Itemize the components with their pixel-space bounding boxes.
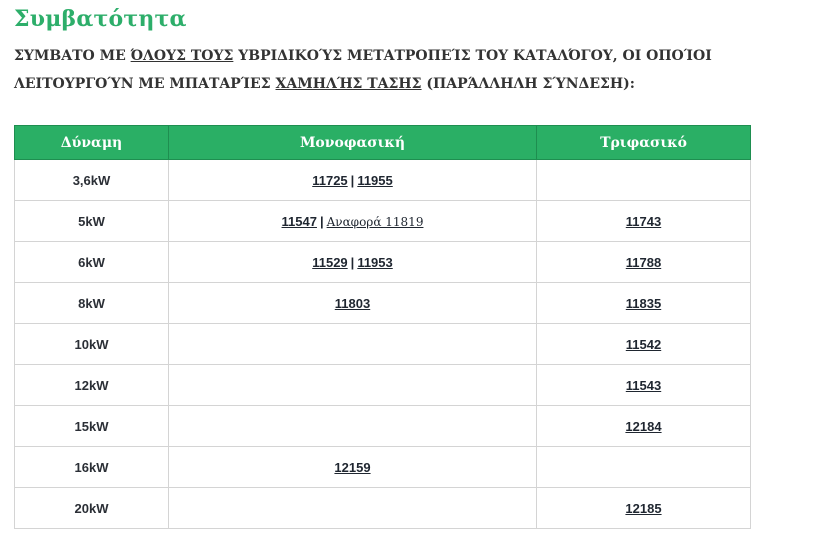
three-phase-cell — [537, 488, 751, 529]
product-link[interactable]: 11529 — [312, 254, 348, 270]
table-row — [15, 242, 751, 283]
product-link[interactable]: 11953 — [357, 254, 393, 270]
description-text: (ΠΑΡΆΛΛΗΛΗ ΣΎΝΔΕΣΗ): — [421, 76, 635, 92]
single-phase-cell — [169, 365, 537, 406]
power-cell: 6kW — [15, 242, 169, 283]
three-phase-cell — [537, 242, 751, 283]
product-link[interactable]: 11542 — [625, 336, 662, 352]
product-link[interactable]: 12185 — [625, 500, 662, 516]
table-row — [15, 365, 751, 406]
three-phase-cell — [537, 447, 751, 488]
single-phase-cell — [169, 488, 537, 529]
product-link[interactable]: 12159 — [334, 459, 371, 475]
table-header-row — [15, 126, 751, 160]
link-separator: | — [350, 254, 355, 270]
column-header-power: Δύναμη — [15, 126, 169, 160]
column-header-single-phase: Μονοφασική — [169, 126, 537, 160]
product-link[interactable]: 11788 — [625, 254, 662, 270]
product-link[interactable]: 11955 — [357, 172, 393, 188]
power-cell: 8kW — [15, 283, 169, 324]
section-title: Συμβατότητα — [14, 6, 187, 32]
compatibility-table — [14, 125, 751, 529]
single-phase-cell — [169, 283, 537, 324]
product-link[interactable]: 11803 — [334, 295, 371, 311]
three-phase-cell — [537, 201, 751, 242]
link-separator: | — [319, 213, 324, 229]
product-link[interactable]: 11725 — [312, 172, 348, 188]
product-link[interactable]: 12184 — [625, 418, 662, 434]
product-link[interactable]: 11543 — [625, 377, 662, 393]
link-separator: | — [350, 172, 355, 188]
product-link[interactable]: 11835 — [625, 295, 662, 311]
description-text: ΥΒΡΙΔΙΚΟΎΣ ΜΕΤΑΤΡΟΠΕΊΣ ΤΟΥ ΚΑΤΑΛΌΓΟΥ, ΟΙ ΟΠΟΊΟΙ ΛΕΙΤΟΥΡΓΟΎΝ ΜΕ ΜΠΑΤΑΡΊΕΣ — [14, 48, 712, 92]
three-phase-cell — [537, 406, 751, 447]
three-phase-cell — [537, 160, 751, 201]
single-phase-cell — [169, 324, 537, 365]
description-text: ΣΥΜΒΑΤΟ ΜΕ — [14, 48, 131, 64]
power-cell: 3,6kW — [15, 160, 169, 201]
power-cell: 5kW — [15, 201, 169, 242]
table-row — [15, 324, 751, 365]
single-phase-cell — [169, 201, 537, 242]
power-cell: 15kW — [15, 406, 169, 447]
table-row — [15, 406, 751, 447]
low-voltage-link[interactable]: ΧΑΜΗΛΉΣ ΤΑΣΗΣ — [275, 76, 422, 92]
three-phase-cell — [537, 283, 751, 324]
single-phase-cell — [169, 242, 537, 283]
table-row — [15, 283, 751, 324]
compatibility-description — [14, 42, 804, 98]
table-row — [15, 201, 751, 242]
three-phase-cell — [537, 365, 751, 406]
power-cell: 20kW — [15, 488, 169, 529]
power-cell: 16kW — [15, 447, 169, 488]
product-link[interactable]: Αναφορά 11819 — [326, 214, 424, 229]
table-row — [15, 447, 751, 488]
product-link[interactable]: 11743 — [625, 213, 662, 229]
power-cell: 12kW — [15, 365, 169, 406]
single-phase-cell — [169, 406, 537, 447]
power-cell: 10kW — [15, 324, 169, 365]
product-link[interactable]: 11547 — [281, 213, 317, 229]
table-row — [15, 160, 751, 201]
column-header-three-phase: Τριφασικό — [537, 126, 751, 160]
single-phase-cell — [169, 160, 537, 201]
three-phase-cell — [537, 324, 751, 365]
table-row — [15, 488, 751, 529]
single-phase-cell — [169, 447, 537, 488]
all-inverters-link[interactable]: ΌΛΟΥΣ ΤΟΥΣ — [130, 48, 234, 64]
